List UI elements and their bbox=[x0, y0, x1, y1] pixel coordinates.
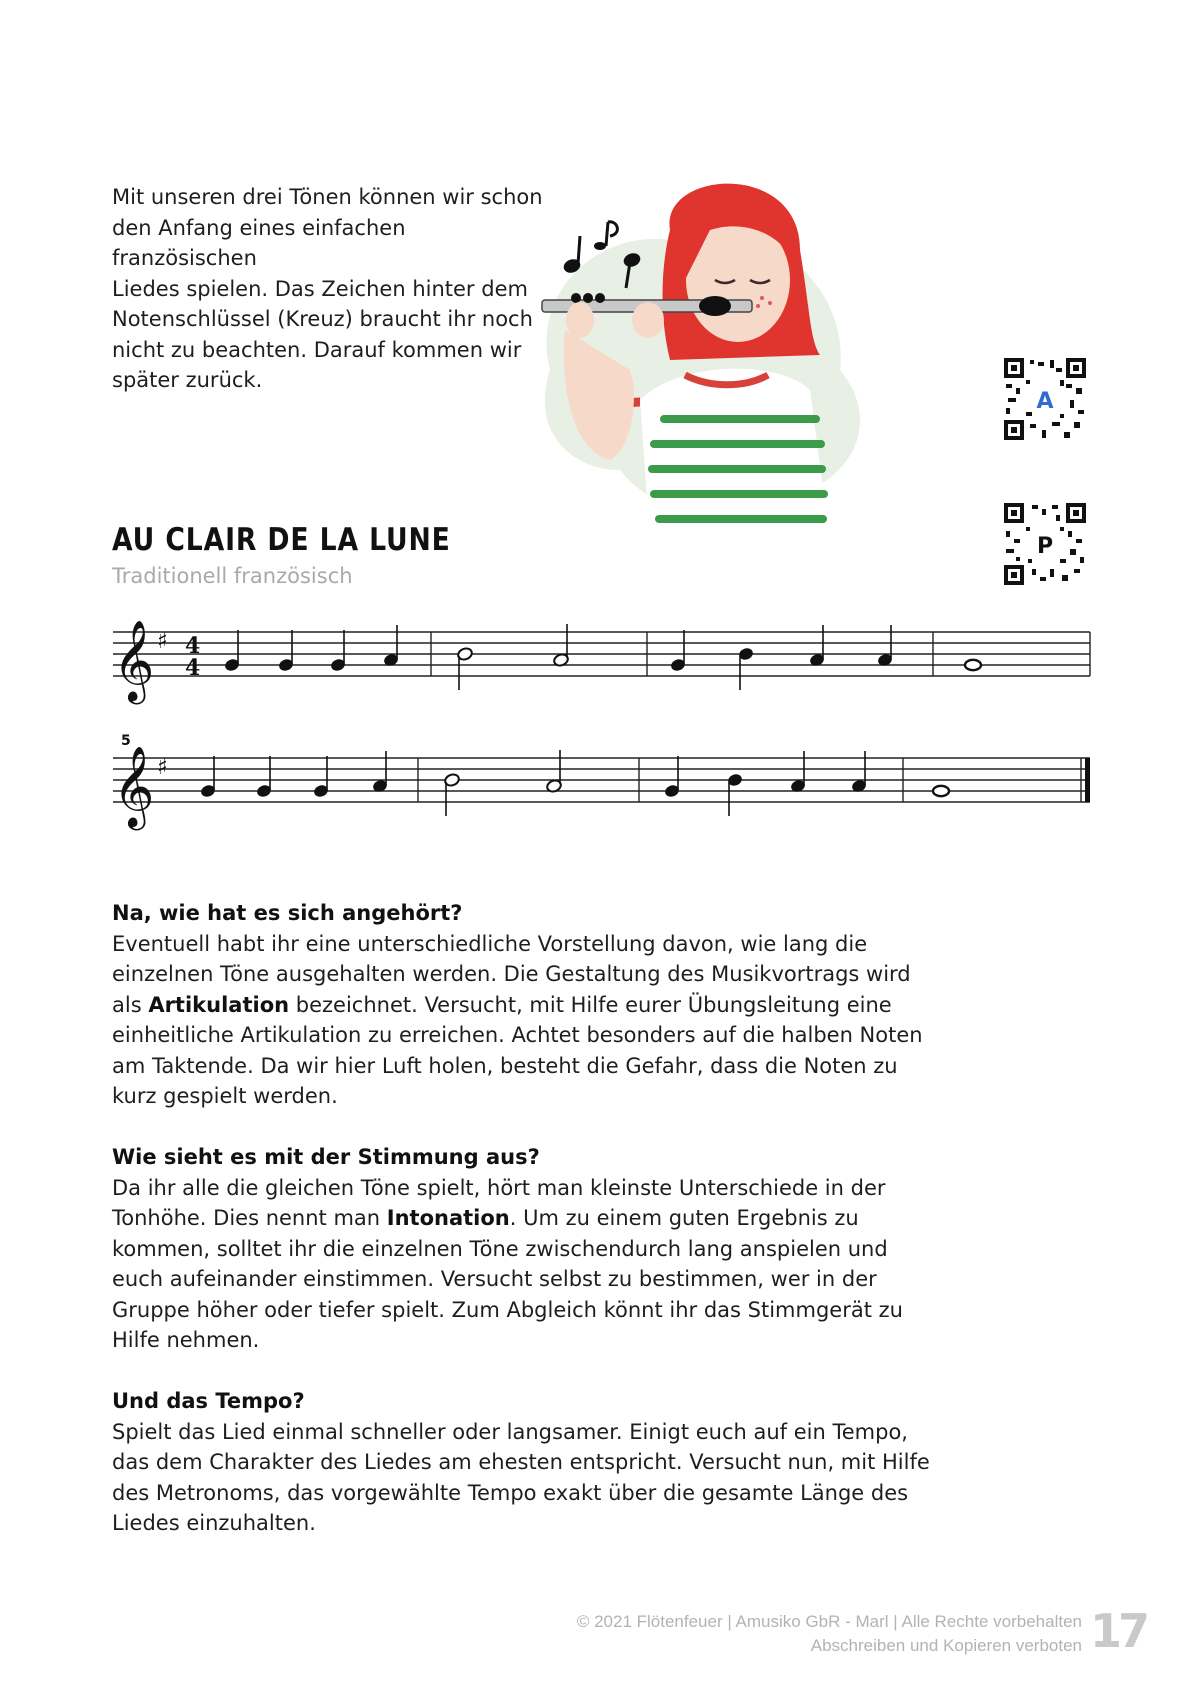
intro-line: nicht zu beachten. Darauf kommen wir bbox=[112, 337, 522, 362]
notes bbox=[224, 624, 981, 690]
measure-number: 5 bbox=[121, 733, 131, 749]
footer-copyright bbox=[577, 1610, 1082, 1658]
song-title: AU CLAIR DE LA LUNE bbox=[112, 522, 451, 558]
music-staff-2 bbox=[105, 728, 1105, 848]
section-heading: Na, wie hat es sich angehört? bbox=[112, 901, 463, 925]
svg-text:4: 4 bbox=[185, 655, 201, 681]
intro-line: den Anfang eines einfachen französischen bbox=[112, 215, 406, 270]
song-subtitle: Traditionell französisch bbox=[112, 564, 353, 588]
section-heading: Und das Tempo? bbox=[112, 1389, 305, 1413]
time-signature: 4 bbox=[185, 633, 201, 659]
intro-line: Mit unseren drei Tönen können wir schon bbox=[112, 185, 543, 209]
section-heading: Wie sieht es mit der Stimmung aus? bbox=[112, 1145, 540, 1169]
qr-code-icon[interactable] bbox=[1004, 503, 1086, 585]
treble-clef-icon: 𝄞 bbox=[113, 619, 155, 701]
section-intonation bbox=[112, 1142, 942, 1356]
notes bbox=[200, 750, 949, 816]
treble-clef-icon: 𝄞 bbox=[113, 745, 155, 827]
key-signature-sharp: ♯ bbox=[157, 755, 168, 780]
final-barline bbox=[1085, 758, 1090, 802]
qr-code-icon[interactable] bbox=[1004, 358, 1086, 440]
section-body: Spielt das Lied einmal schneller oder langsamer. Einigt euch auf ein Tempo, das dem Charakter des Liedes am ehesten entspricht. Versucht nun, mit Hilfe des Metronoms, das vorgewählte Tempo exakt über die gesamte Länge des Liedes einzuhalten. bbox=[112, 1419, 930, 1535]
page-number: 17 bbox=[1090, 1604, 1147, 1658]
section-body: Eventuell habt ihr eine unterschiedliche Vorstellung davon, wie lang die einzelnen Töne ausgehalten werden. Die Gestaltung des Musikvortrags wird als Artikulation bezeichnet. Versucht, mit Hilfe eurer Übungsleitung eine einheitliche Artikulation zu erreichen. Achtet besonders auf die halben Noten am Taktende. Da wir hier Luft holen, besteht die Gefahr, dass die Noten zu kurz gespielt werden. bbox=[112, 931, 923, 1108]
intro-line: später zurück. bbox=[112, 368, 263, 392]
footer-line: Abschreiben und Kopieren verboten bbox=[810, 1636, 1082, 1655]
qr-label-a: A bbox=[1036, 389, 1054, 414]
intro-paragraph bbox=[112, 182, 552, 396]
key-signature-sharp: ♯ bbox=[157, 629, 168, 654]
section-artikulation bbox=[112, 898, 942, 1112]
footer-line: © 2021 Flötenfeuer | Amusiko GbR - Marl | Alle Rechte vorbehalten bbox=[576, 1612, 1082, 1631]
section-body: Da ihr alle die gleichen Töne spielt, hört man kleinste Unterschiede in der Tonhöhe. Dies nennt man Intonation. Um zu einem guten Ergebnis zu kommen, solltet ihr die einzelnen Töne zwischendurch lang anspielen und euch aufeinander einstimmen. Versucht selbst zu bestimmen, wer in der Gruppe höher oder tiefer spielt. Zum Abgleich könnt ihr das Stimmgerät zu Hilfe nehmen. bbox=[112, 1175, 903, 1352]
intro-line: Liedes spielen. Das Zeichen hinter dem bbox=[112, 276, 528, 301]
flute-girl-illustration bbox=[510, 170, 910, 570]
section-tempo bbox=[112, 1386, 942, 1539]
intro-line: Notenschlüssel (Kreuz) braucht ihr noch bbox=[112, 307, 533, 331]
music-staff-1 bbox=[105, 600, 1105, 720]
qr-label-p: P bbox=[1036, 534, 1054, 559]
